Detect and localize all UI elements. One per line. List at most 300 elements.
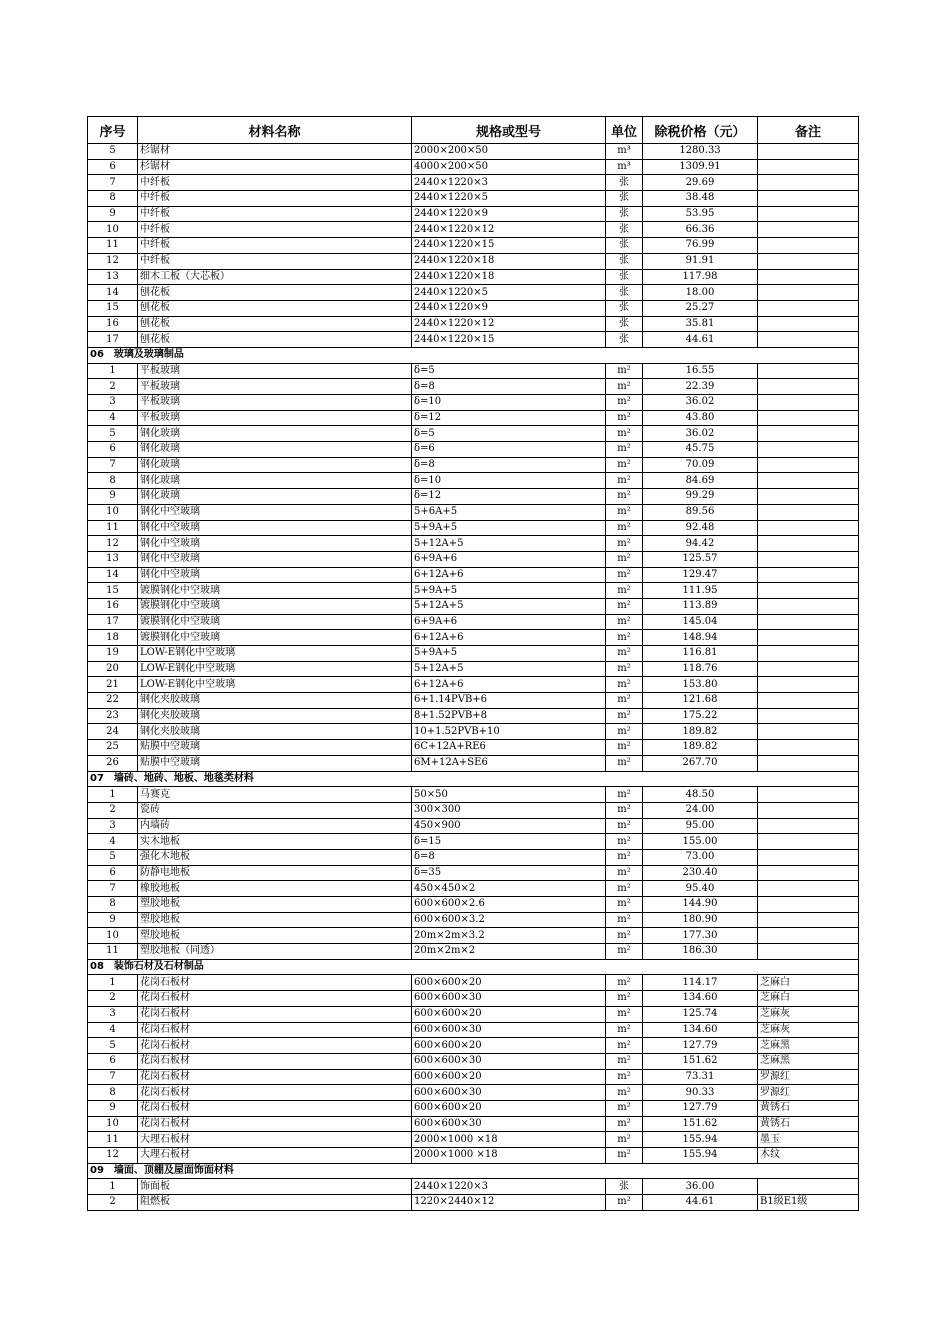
cell-no: 15 <box>88 583 138 599</box>
cell-no: 11 <box>88 238 138 254</box>
header-note: 备注 <box>758 117 859 144</box>
table-row <box>88 426 859 442</box>
table-row <box>88 865 859 881</box>
cell-unit: m² <box>606 881 643 897</box>
cell-note <box>758 630 859 646</box>
cell-name: 钢化中空玻璃 <box>138 520 412 536</box>
cell-name: 饰面板 <box>138 1179 412 1195</box>
cell-spec: 6M+12A+SE6 <box>412 755 606 771</box>
cell-no: 7 <box>88 457 138 473</box>
table-row <box>88 834 859 850</box>
cell-unit: m² <box>606 802 643 818</box>
cell-unit: m² <box>606 1006 643 1022</box>
cell-name: 强化木地板 <box>138 849 412 865</box>
cell-note <box>758 285 859 301</box>
cell-name: 内墙砖 <box>138 818 412 834</box>
table-row <box>88 724 859 740</box>
cell-spec: 6+9A+6 <box>412 614 606 630</box>
cell-price: 18.00 <box>643 285 758 301</box>
cell-price: 177.30 <box>643 928 758 944</box>
cell-price: 111.95 <box>643 583 758 599</box>
section-title: 07 墙砖、地砖、地板、地毯类材料 <box>88 771 859 787</box>
cell-spec: 6+12A+6 <box>412 567 606 583</box>
table-row <box>88 363 859 379</box>
cell-spec: 2440×1220×18 <box>412 253 606 269</box>
header-price: 除税价格（元） <box>643 117 758 144</box>
cell-no: 20 <box>88 661 138 677</box>
cell-price: 95.40 <box>643 881 758 897</box>
cell-no: 7 <box>88 1069 138 1085</box>
cell-no: 9 <box>88 1100 138 1116</box>
cell-spec: δ=5 <box>412 426 606 442</box>
cell-note: 罗源红 <box>758 1085 859 1101</box>
cell-note <box>758 912 859 928</box>
cell-spec: 450×900 <box>412 818 606 834</box>
cell-name: 花岗石板材 <box>138 1100 412 1116</box>
cell-spec: 600×600×20 <box>412 1069 606 1085</box>
cell-unit: m² <box>606 630 643 646</box>
cell-unit: m² <box>606 583 643 599</box>
cell-spec: 5+12A+5 <box>412 661 606 677</box>
cell-note <box>758 504 859 520</box>
cell-name: 刨花板 <box>138 300 412 316</box>
cell-no: 10 <box>88 504 138 520</box>
cell-name: 钢化中空玻璃 <box>138 504 412 520</box>
cell-price: 90.33 <box>643 1085 758 1101</box>
cell-price: 186.30 <box>643 944 758 960</box>
cell-spec: 6+9A+6 <box>412 551 606 567</box>
table-row <box>88 881 859 897</box>
cell-no: 22 <box>88 693 138 709</box>
cell-spec: δ=10 <box>412 395 606 411</box>
cell-name: 花岗石板材 <box>138 991 412 1007</box>
cell-no: 26 <box>88 755 138 771</box>
cell-spec: 450×450×2 <box>412 881 606 897</box>
cell-unit: m² <box>606 1132 643 1148</box>
cell-price: 25.27 <box>643 300 758 316</box>
cell-spec: δ=10 <box>412 473 606 489</box>
cell-spec: 20m×2m×2 <box>412 944 606 960</box>
cell-no: 8 <box>88 897 138 913</box>
cell-price: 134.60 <box>643 1022 758 1038</box>
table-row <box>88 1085 859 1101</box>
cell-unit: m² <box>606 457 643 473</box>
cell-note <box>758 724 859 740</box>
cell-no: 2 <box>88 802 138 818</box>
cell-name: 阻燃板 <box>138 1195 412 1211</box>
cell-unit: m² <box>606 677 643 693</box>
cell-no: 13 <box>88 551 138 567</box>
table-row <box>88 1053 859 1069</box>
cell-no: 12 <box>88 536 138 552</box>
cell-unit: 张 <box>606 285 643 301</box>
cell-name: 钢化玻璃 <box>138 426 412 442</box>
table-row <box>88 802 859 818</box>
cell-note <box>758 646 859 662</box>
cell-note: B1级E1级 <box>758 1195 859 1211</box>
cell-no: 9 <box>88 489 138 505</box>
cell-note <box>758 144 859 160</box>
cell-unit: m² <box>606 740 643 756</box>
cell-unit: m² <box>606 442 643 458</box>
cell-note <box>758 410 859 426</box>
table-row <box>88 975 859 991</box>
cell-price: 24.00 <box>643 802 758 818</box>
cell-price: 155.00 <box>643 834 758 850</box>
cell-unit: m² <box>606 1100 643 1116</box>
cell-no: 3 <box>88 395 138 411</box>
cell-price: 180.90 <box>643 912 758 928</box>
table-row <box>88 473 859 489</box>
cell-unit: m² <box>606 520 643 536</box>
cell-name: 塑胶地板 <box>138 912 412 928</box>
cell-no: 6 <box>88 865 138 881</box>
table-row <box>88 206 859 222</box>
table-row <box>88 159 859 175</box>
table-row <box>88 944 859 960</box>
cell-spec: 5+12A+5 <box>412 536 606 552</box>
cell-unit: m² <box>606 708 643 724</box>
cell-no: 6 <box>88 1053 138 1069</box>
cell-price: 66.36 <box>643 222 758 238</box>
cell-price: 1309.91 <box>643 159 758 175</box>
table-row <box>88 442 859 458</box>
cell-name: 中纤板 <box>138 191 412 207</box>
cell-price: 89.56 <box>643 504 758 520</box>
table-row <box>88 818 859 834</box>
cell-price: 175.22 <box>643 708 758 724</box>
cell-name: 塑胶地板 <box>138 928 412 944</box>
cell-spec: 5+9A+5 <box>412 520 606 536</box>
cell-price: 73.00 <box>643 849 758 865</box>
cell-name: 镀膜钢化中空玻璃 <box>138 598 412 614</box>
cell-price: 95.00 <box>643 818 758 834</box>
cell-note <box>758 1179 859 1195</box>
cell-note: 芝麻黑 <box>758 1038 859 1054</box>
cell-note <box>758 191 859 207</box>
cell-spec: 6C+12A+RE6 <box>412 740 606 756</box>
table-row <box>88 708 859 724</box>
cell-price: 38.48 <box>643 191 758 207</box>
cell-no: 7 <box>88 175 138 191</box>
cell-price: 43.80 <box>643 410 758 426</box>
table-body <box>88 144 859 1211</box>
section-title: 08 装饰石材及石材制品 <box>88 959 859 975</box>
cell-name: 中纤板 <box>138 238 412 254</box>
cell-note <box>758 740 859 756</box>
cell-no: 5 <box>88 144 138 160</box>
cell-note <box>758 614 859 630</box>
cell-no: 2 <box>88 1195 138 1211</box>
cell-name: 贴膜中空玻璃 <box>138 755 412 771</box>
cell-no: 1 <box>88 975 138 991</box>
cell-note <box>758 598 859 614</box>
cell-name: 钢化中空玻璃 <box>138 567 412 583</box>
cell-spec: δ=35 <box>412 865 606 881</box>
cell-price: 94.42 <box>643 536 758 552</box>
cell-unit: m² <box>606 551 643 567</box>
cell-name: 中纤板 <box>138 206 412 222</box>
cell-note: 芝麻灰 <box>758 1022 859 1038</box>
cell-name: 刨花板 <box>138 316 412 332</box>
table-row <box>88 457 859 473</box>
cell-unit: m² <box>606 1116 643 1132</box>
table-row <box>88 1132 859 1148</box>
cell-name: 杉锯材 <box>138 159 412 175</box>
table-row <box>88 740 859 756</box>
table-row <box>88 1116 859 1132</box>
cell-unit: m² <box>606 489 643 505</box>
cell-name: 实木地板 <box>138 834 412 850</box>
cell-name: 花岗石板材 <box>138 1022 412 1038</box>
cell-name: 花岗石板材 <box>138 975 412 991</box>
table-row <box>88 1148 859 1164</box>
cell-no: 8 <box>88 473 138 489</box>
table-row <box>88 677 859 693</box>
cell-unit: 张 <box>606 253 643 269</box>
cell-spec: 10+1.52PVB+10 <box>412 724 606 740</box>
cell-spec: 6+1.14PVB+6 <box>412 693 606 709</box>
table-row <box>88 787 859 803</box>
cell-note <box>758 834 859 850</box>
cell-unit: m² <box>606 1038 643 1054</box>
cell-spec: 6+12A+6 <box>412 630 606 646</box>
cell-name: 钢化中空玻璃 <box>138 551 412 567</box>
header-spec: 规格或型号 <box>412 117 606 144</box>
cell-name: 花岗石板材 <box>138 1038 412 1054</box>
cell-price: 53.95 <box>643 206 758 222</box>
cell-spec: 600×600×3.2 <box>412 912 606 928</box>
cell-spec: δ=5 <box>412 363 606 379</box>
cell-note <box>758 567 859 583</box>
cell-spec: 600×600×20 <box>412 975 606 991</box>
cell-unit: 张 <box>606 300 643 316</box>
cell-name: 钢化夹胶玻璃 <box>138 708 412 724</box>
table-row <box>88 410 859 426</box>
cell-spec: 1220×2440×12 <box>412 1195 606 1211</box>
table-row <box>88 1069 859 1085</box>
cell-no: 17 <box>88 332 138 348</box>
cell-note <box>758 818 859 834</box>
cell-no: 16 <box>88 598 138 614</box>
cell-no: 13 <box>88 269 138 285</box>
cell-note <box>758 426 859 442</box>
cell-name: LOW-E钢化中空玻璃 <box>138 677 412 693</box>
cell-name: 刨花板 <box>138 332 412 348</box>
cell-unit: m² <box>606 755 643 771</box>
header-no: 序号 <box>88 117 138 144</box>
cell-note <box>758 944 859 960</box>
cell-no: 4 <box>88 410 138 426</box>
cell-note: 黄锈石 <box>758 1116 859 1132</box>
cell-no: 10 <box>88 928 138 944</box>
cell-no: 9 <box>88 912 138 928</box>
cell-spec: 2440×1220×18 <box>412 269 606 285</box>
cell-spec: 600×600×2.6 <box>412 897 606 913</box>
cell-name: 镀膜钢化中空玻璃 <box>138 583 412 599</box>
cell-price: 48.50 <box>643 787 758 803</box>
cell-unit: m² <box>606 504 643 520</box>
cell-name: 橡胶地板 <box>138 881 412 897</box>
table-row <box>88 253 859 269</box>
cell-spec: δ=8 <box>412 457 606 473</box>
cell-spec: 8+1.52PVB+8 <box>412 708 606 724</box>
cell-unit: 张 <box>606 175 643 191</box>
cell-unit: 张 <box>606 1179 643 1195</box>
table-row <box>88 269 859 285</box>
cell-spec: δ=12 <box>412 489 606 505</box>
cell-spec: 600×600×20 <box>412 1038 606 1054</box>
cell-no: 8 <box>88 191 138 207</box>
cell-spec: δ=12 <box>412 410 606 426</box>
cell-note: 木纹 <box>758 1148 859 1164</box>
cell-name: 钢化夹胶玻璃 <box>138 724 412 740</box>
cell-note <box>758 473 859 489</box>
table-row <box>88 1195 859 1211</box>
cell-unit: m² <box>606 426 643 442</box>
cell-unit: m² <box>606 410 643 426</box>
cell-price: 151.62 <box>643 1053 758 1069</box>
cell-note <box>758 457 859 473</box>
cell-spec: 6+12A+6 <box>412 677 606 693</box>
cell-note <box>758 222 859 238</box>
cell-spec: δ=6 <box>412 442 606 458</box>
cell-price: 84.69 <box>643 473 758 489</box>
cell-unit: m² <box>606 1085 643 1101</box>
table-row <box>88 332 859 348</box>
cell-note <box>758 253 859 269</box>
cell-name: 花岗石板材 <box>138 1006 412 1022</box>
cell-unit: m² <box>606 724 643 740</box>
cell-note <box>758 693 859 709</box>
cell-unit: 张 <box>606 222 643 238</box>
cell-price: 22.39 <box>643 379 758 395</box>
cell-note <box>758 897 859 913</box>
cell-name: 花岗石板材 <box>138 1053 412 1069</box>
price-table <box>87 116 859 1211</box>
cell-note <box>758 316 859 332</box>
table-row <box>88 991 859 1007</box>
cell-price: 134.60 <box>643 991 758 1007</box>
cell-price: 113.89 <box>643 598 758 614</box>
cell-unit: m² <box>606 598 643 614</box>
cell-name: 镀膜钢化中空玻璃 <box>138 630 412 646</box>
cell-unit: m² <box>606 363 643 379</box>
cell-price: 16.55 <box>643 363 758 379</box>
cell-note <box>758 442 859 458</box>
cell-no: 1 <box>88 1179 138 1195</box>
cell-unit: m² <box>606 536 643 552</box>
cell-no: 7 <box>88 881 138 897</box>
cell-note <box>758 175 859 191</box>
cell-no: 3 <box>88 1006 138 1022</box>
table-row <box>88 912 859 928</box>
cell-no: 14 <box>88 285 138 301</box>
table-row <box>88 222 859 238</box>
section-title: 09 墙面、顶棚及屋面饰面材料 <box>88 1163 859 1179</box>
cell-price: 114.17 <box>643 975 758 991</box>
cell-note <box>758 755 859 771</box>
cell-price: 29.69 <box>643 175 758 191</box>
table-row <box>88 1022 859 1038</box>
cell-price: 155.94 <box>643 1148 758 1164</box>
cell-unit: 张 <box>606 238 643 254</box>
cell-note <box>758 677 859 693</box>
cell-name: 钢化中空玻璃 <box>138 536 412 552</box>
cell-price: 230.40 <box>643 865 758 881</box>
cell-price: 44.61 <box>643 332 758 348</box>
cell-name: 塑胶地板（同透） <box>138 944 412 960</box>
cell-price: 151.62 <box>643 1116 758 1132</box>
table-row <box>88 316 859 332</box>
cell-price: 267.70 <box>643 755 758 771</box>
cell-price: 99.29 <box>643 489 758 505</box>
cell-unit: m² <box>606 661 643 677</box>
cell-price: 36.00 <box>643 1179 758 1195</box>
cell-no: 11 <box>88 944 138 960</box>
table-row <box>88 630 859 646</box>
cell-no: 2 <box>88 991 138 1007</box>
cell-unit: m² <box>606 912 643 928</box>
cell-no: 6 <box>88 442 138 458</box>
cell-spec: 600×600×20 <box>412 1100 606 1116</box>
cell-spec: 600×600×30 <box>412 1116 606 1132</box>
cell-unit: m² <box>606 834 643 850</box>
cell-price: 35.81 <box>643 316 758 332</box>
cell-name: LOW-E钢化中空玻璃 <box>138 661 412 677</box>
cell-spec: 2440×1220×12 <box>412 316 606 332</box>
cell-price: 118.76 <box>643 661 758 677</box>
cell-unit: m² <box>606 1148 643 1164</box>
cell-no: 9 <box>88 206 138 222</box>
section-row <box>88 1163 859 1179</box>
table-row <box>88 285 859 301</box>
cell-no: 24 <box>88 724 138 740</box>
cell-no: 5 <box>88 426 138 442</box>
cell-spec: 2440×1220×5 <box>412 285 606 301</box>
cell-note <box>758 881 859 897</box>
cell-note: 罗源红 <box>758 1069 859 1085</box>
cell-no: 1 <box>88 363 138 379</box>
cell-price: 73.31 <box>643 1069 758 1085</box>
cell-no: 5 <box>88 1038 138 1054</box>
cell-name: LOW-E钢化中空玻璃 <box>138 646 412 662</box>
cell-price: 189.82 <box>643 724 758 740</box>
table-row <box>88 928 859 944</box>
cell-name: 平板玻璃 <box>138 395 412 411</box>
cell-unit: m² <box>606 395 643 411</box>
table-row <box>88 598 859 614</box>
cell-price: 121.68 <box>643 693 758 709</box>
cell-note <box>758 787 859 803</box>
cell-unit: 张 <box>606 191 643 207</box>
table-row <box>88 661 859 677</box>
cell-no: 2 <box>88 379 138 395</box>
cell-price: 125.57 <box>643 551 758 567</box>
cell-unit: m² <box>606 991 643 1007</box>
table-row <box>88 520 859 536</box>
cell-unit: m² <box>606 944 643 960</box>
cell-price: 1280.33 <box>643 144 758 160</box>
header-row <box>88 117 859 144</box>
cell-no: 15 <box>88 300 138 316</box>
cell-no: 10 <box>88 222 138 238</box>
cell-unit: m² <box>606 865 643 881</box>
cell-spec: 2440×1220×3 <box>412 1179 606 1195</box>
cell-name: 刨花板 <box>138 285 412 301</box>
table-row <box>88 536 859 552</box>
cell-unit: 张 <box>606 316 643 332</box>
